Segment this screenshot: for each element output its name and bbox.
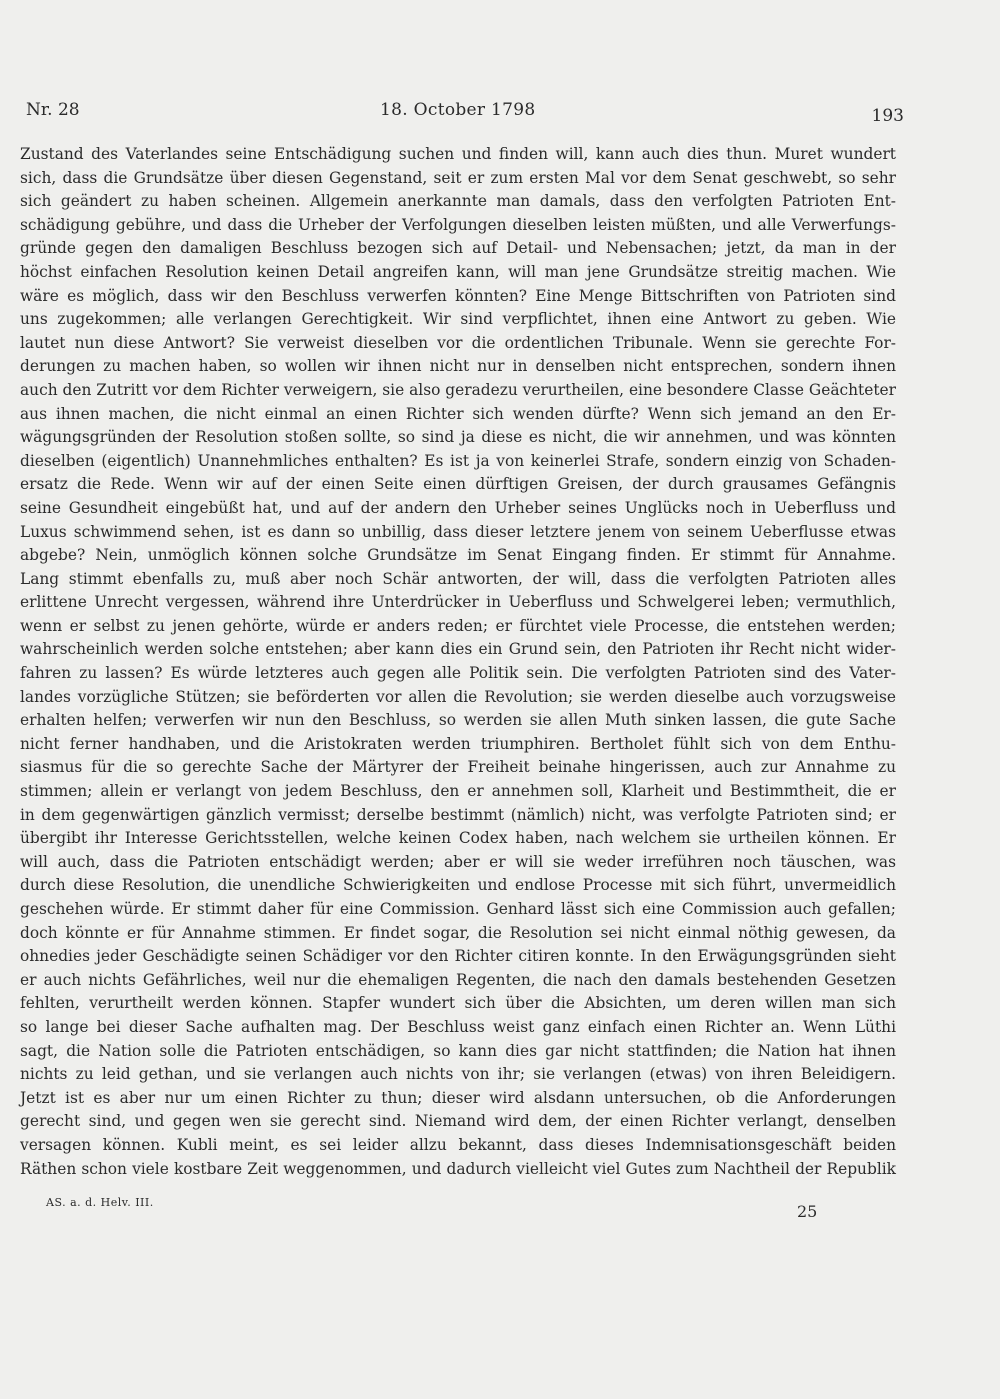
sheet-number: 25 — [797, 1202, 818, 1221]
text-line: ohnedies jeder Geschädigte seinen Schädiger vor den Richter citiren konnte. In den Erwägungsgründen sieht — [20, 947, 896, 966]
text-line: Lang stimmt ebenfalls zu, muß aber noch Schär antworten, der will, dass die verfolgten Patrioten alles — [20, 569, 896, 588]
text-line: so lange bei dieser Sache aufhalten mag. Der Beschluss weist ganz einfach einen Richter an. Wenn Lüthi — [20, 1017, 896, 1036]
text-line: fehlten, verurtheilt werden können. Stapfer wundert sich über die Absichten, um deren willen man sich — [20, 994, 896, 1013]
text-line: wäre es möglich, dass wir den Beschluss verwerfen könnten? Eine Menge Bittschriften von Patrioten sind — [20, 286, 896, 305]
text-line: durch diese Resolution, die unendliche Schwierigkeiten und endlose Processe mit sich führt, unvermeidlich — [20, 876, 896, 895]
text-line: sich, dass die Grundsätze über diesen Gegenstand, seit er zum ersten Mal vor dem Senat geschwebt, so sehr — [20, 168, 896, 187]
text-line: Jetzt ist es aber nur um einen Richter zu thun; dieser wird alsdann untersuchen, ob die Anforderungen — [20, 1088, 896, 1107]
body-text — [20, 143, 896, 1181]
text-line: abgebe? Nein, unmöglich können solche Grundsätze im Senat Eingang finden. Er stimmt für Annahme. — [20, 546, 896, 565]
text-line: geschehen würde. Er stimmt daher für eine Commission. Genhard lässt sich eine Commission auch gefallen; — [20, 900, 896, 918]
page-number: 193 — [871, 106, 904, 126]
text-line: Räthen schon viele kostbare Zeit weggenommen, und dadurch vielleicht viel Gutes zum Nachtheil der Republik — [20, 1159, 896, 1178]
text-line: Luxus schwimmend sehen, ist es dann so unbillig, dass dieser letztere jenem von seinem Ueberflusse etwas — [20, 522, 896, 541]
text-line: versagen können. Kubli meint, es sei leider allzu bekannt, dass dieses Indemnisationsgeschäft beiden — [20, 1135, 896, 1154]
text-line: erlittene Unrecht vergessen, während ihre Unterdrücker in Ueberfluss und Schwelgerei leben; vermuthlich, — [20, 593, 896, 612]
text-line: er auch nichts Gefährliches, weil nur die ehemaligen Regenten, die nach den damals bestehenden Gesetzen — [20, 970, 896, 989]
text-line: landes vorzügliche Stützen; sie beförderten vor allen die Revolution; sie werden dieselbe auch vorzugsweise — [20, 687, 896, 706]
text-line: Zustand des Vaterlandes seine Entschädigung suchen und finden will, kann auch dies thun. Muret wundert — [20, 145, 896, 163]
page-header — [26, 100, 904, 130]
text-line: auch den Zutritt vor dem Richter verweigern, sie also geradezu verurtheilen, eine besondere Classe Geächteter — [20, 380, 896, 399]
text-line: wenn er selbst zu jenen gehörte, würde er anders reden; er fürchtet viele Processe, die entstehen werden; — [20, 616, 896, 635]
text-line: will auch, dass die Patrioten entschädigt werden; aber er will sie weder irreführen noch täuschen, was — [20, 852, 896, 871]
text-line: fahren zu lassen? Es würde letzteres auch gegen alle Politik sein. Die verfolgten Patrioten sind des Vater- — [20, 664, 896, 683]
text-line: sagt, die Nation solle die Patrioten entschädigen, so kann dies gar nicht stattfinden; die Nation hat ihnen — [20, 1041, 896, 1060]
text-line: siasmus für die so gerechte Sache der Märtyrer der Freiheit beinahe hingerissen, auch zur Annahme zu — [20, 758, 896, 777]
text-line: seine Gesundheit eingebüßt hat, und auf der andern den Urheber seines Unglücks noch in Ueberfluss und — [20, 498, 896, 517]
text-line: wägungsgründen der Resolution stoßen sollte, so sind ja diese es nicht, die wir annehmen, und was könnten — [20, 428, 896, 447]
text-line: uns zugekommen; alle verlangen Gerechtigkeit. Wir sind verpflichtet, ihnen eine Antwort zu geben. Wie — [20, 310, 896, 329]
text-line: aus ihnen machen, die nicht einmal an einen Richter sich wenden dürfte? Wenn sich jemand an den Er- — [20, 404, 896, 423]
text-line: ersatz die Rede. Wenn wir auf der einen Seite einen dürftigen Greisen, der durch grausames Gefängnis — [20, 475, 896, 494]
document-number: Nr. 28 — [26, 100, 80, 120]
text-line: gerecht sind, und gegen wen sie gerecht sind. Niemand wird dem, der einen Richter verlangt, denselben — [20, 1112, 896, 1131]
text-line: wahrscheinlich werden solche entstehen; aber kann dies ein Grund sein, den Patrioten ihr Recht nicht wider- — [20, 640, 896, 659]
text-line: derungen zu machen haben, so wollen wir ihnen nicht nur in denselben nicht entsprechen, sondern ihnen — [20, 357, 896, 376]
text-line: übergibt ihr Interesse Gerichtsstellen, welche keinen Codex haben, nach welchem sie urtheilen können. Er — [20, 829, 896, 848]
text-line: sich geändert zu haben scheinen. Allgemein anerkannte man damals, dass den verfolgten Patrioten Ent- — [20, 192, 896, 211]
text-line: höchst einfachen Resolution keinen Detail angreifen kann, will man jene Grundsätze streitig machen. Wie — [20, 262, 896, 281]
text-line: in dem gegenwärtigen gänzlich vermisst; derselbe bestimmt (nämlich) nicht, was verfolgte Patrioten sind; er — [20, 805, 896, 824]
text-line: dieselben (eigentlich) Unannehmliches enthalten? Es ist ja von keinerlei Strafe, sondern einzig von Schaden- — [20, 451, 896, 470]
text-line: erhalten helfen; verwerfen wir nun den Beschluss, so werden sie allen Muth sinken lassen, die gute Sache — [20, 711, 896, 730]
text-line: lautet nun diese Antwort? Sie verweist dieselben vor die ordentlichen Tribunale. Wenn sie gerechte For- — [20, 333, 896, 352]
text-line: nichts zu leid gethan, und sie verlangen auch nichts von ihr; sie verlangen (etwas) von ihren Beleidigern. — [20, 1065, 896, 1084]
footer-signature: AS. a. d. Helv. III. — [46, 1196, 154, 1209]
text-line: nicht ferner handhaben, und die Aristokraten werden triumphiren. Bertholet fühlt sich von dem Enthu- — [20, 734, 896, 753]
text-line: doch könnte er für Annahme stimmen. Er findet sogar, die Resolution sei nicht einmal nöthig gewesen, da — [20, 923, 896, 942]
text-line: schädigung gebühre, und dass die Urheber der Verfolgungen dieselben leisten müßten, und alle Verwerfungs- — [20, 215, 896, 234]
text-line: gründe gegen den damaligen Beschluss bezogen sich auf Detail- und Nebensachen; jetzt, da man in der — [20, 239, 896, 258]
text-line: stimmen; allein er verlangt von jedem Beschluss, den er annehmen soll, Klarheit und Bestimmtheit, die er — [20, 782, 896, 801]
document-date: 18. October 1798 — [380, 100, 536, 120]
